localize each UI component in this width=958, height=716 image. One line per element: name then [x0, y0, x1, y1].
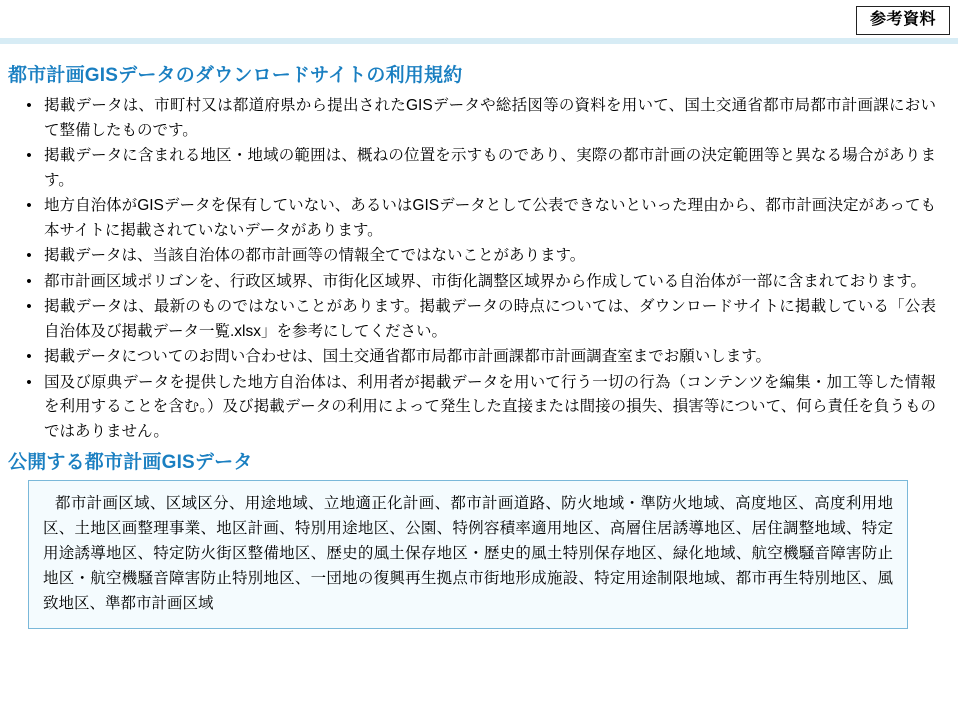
- bullet-dot-icon: •: [26, 298, 32, 315]
- list-item: [14, 270, 944, 295]
- list-item: [14, 295, 944, 344]
- list-item: [14, 94, 944, 143]
- list-item: [14, 144, 944, 193]
- list-item-text: 都市計画区域ポリゴンを、行政区域界、市街化区域界、市街化調整区域界から作成している自治体が一部に含まれております。: [44, 272, 926, 290]
- list-item: [14, 194, 944, 243]
- bullet-dot-icon: •: [26, 247, 32, 264]
- bullet-dot-icon: •: [26, 348, 32, 365]
- published-data-box: [28, 480, 908, 629]
- list-item-text: 掲載データは、当該自治体の都市計画等の情報全てではないことがあります。: [44, 247, 586, 264]
- reference-material-badge: 参考資料: [856, 6, 950, 35]
- bullet-dot-icon: •: [26, 147, 32, 164]
- page-title-published-data: 公開する都市計画GISデータ: [8, 452, 253, 473]
- list-item-text: 掲載データは、最新のものではないことがあります。掲載データの時点については、ダウンロードサイトに掲載している「公表自治体及び掲載データ一覧.xlsx」を参考にしてください。: [44, 298, 936, 340]
- terms-bullet-list: [14, 94, 944, 445]
- list-item: [14, 345, 944, 370]
- bullet-dot-icon: •: [26, 373, 32, 391]
- list-item-text: 掲載データに含まれる地区・地域の範囲は、概ねの位置を示すものであり、実際の都市計画の決定範囲等と異なる場合があります。: [44, 147, 936, 189]
- list-item-text: 掲載データについてのお問い合わせは、国土交通省都市局都市計画課都市計画調査室までお願いします。: [44, 348, 771, 365]
- published-data-text: 都市計画区域、区域区分、用途地域、立地適正化計画、都市計画道路、防火地域・準防火地域、高度地区、高度利用地区、土地区画整理事業、地区計画、特別用途地区、公園、特例容積率適用地区、高層住居誘導地区、居住調整地域、特定用途誘導地区、特定防火街区整備地区、歴史的風土保存地区・歴史的風土特別保存地区、緑化地域、航空機騒音障害防止地区・航空機騒音障害防止特別地区、一団地の復興再生拠点市街地形成施設、特定用途制限地域、都市再生特別地区、風致地区、準都市計画区域: [43, 495, 893, 612]
- bullet-dot-icon: •: [26, 197, 32, 214]
- list-item: [14, 371, 944, 445]
- bullet-dot-icon: •: [26, 97, 32, 114]
- bullet-dot-icon: •: [26, 272, 32, 290]
- page-title-terms: 都市計画GISデータのダウンロードサイトの利用規約: [8, 65, 463, 86]
- list-item: [14, 244, 944, 269]
- footer-blank-area: [0, 640, 958, 716]
- list-item-text: 掲載データは、市町村又は都道府県から提出されたGISデータや総括図等の資料を用いて、国土交通省都市局都市計画課において整備したものです。: [44, 97, 936, 139]
- list-item-text: 地方自治体がGISデータを保有していない、あるいはGISデータとして公表できないといった理由から、都市計画決定があっても本サイトに掲載されていないデータがあります。: [44, 197, 936, 239]
- header-divider: [0, 38, 958, 44]
- list-item-text: 国及び原典データを提供した地方自治体は、利用者が掲載データを用いて行う一切の行為（コンテンツを編集・加工等した情報を利用することを含む。）及び掲載データの利用によって発生した直接または間接の損失、損害等について、何ら責任を負うものではありません。: [44, 373, 936, 440]
